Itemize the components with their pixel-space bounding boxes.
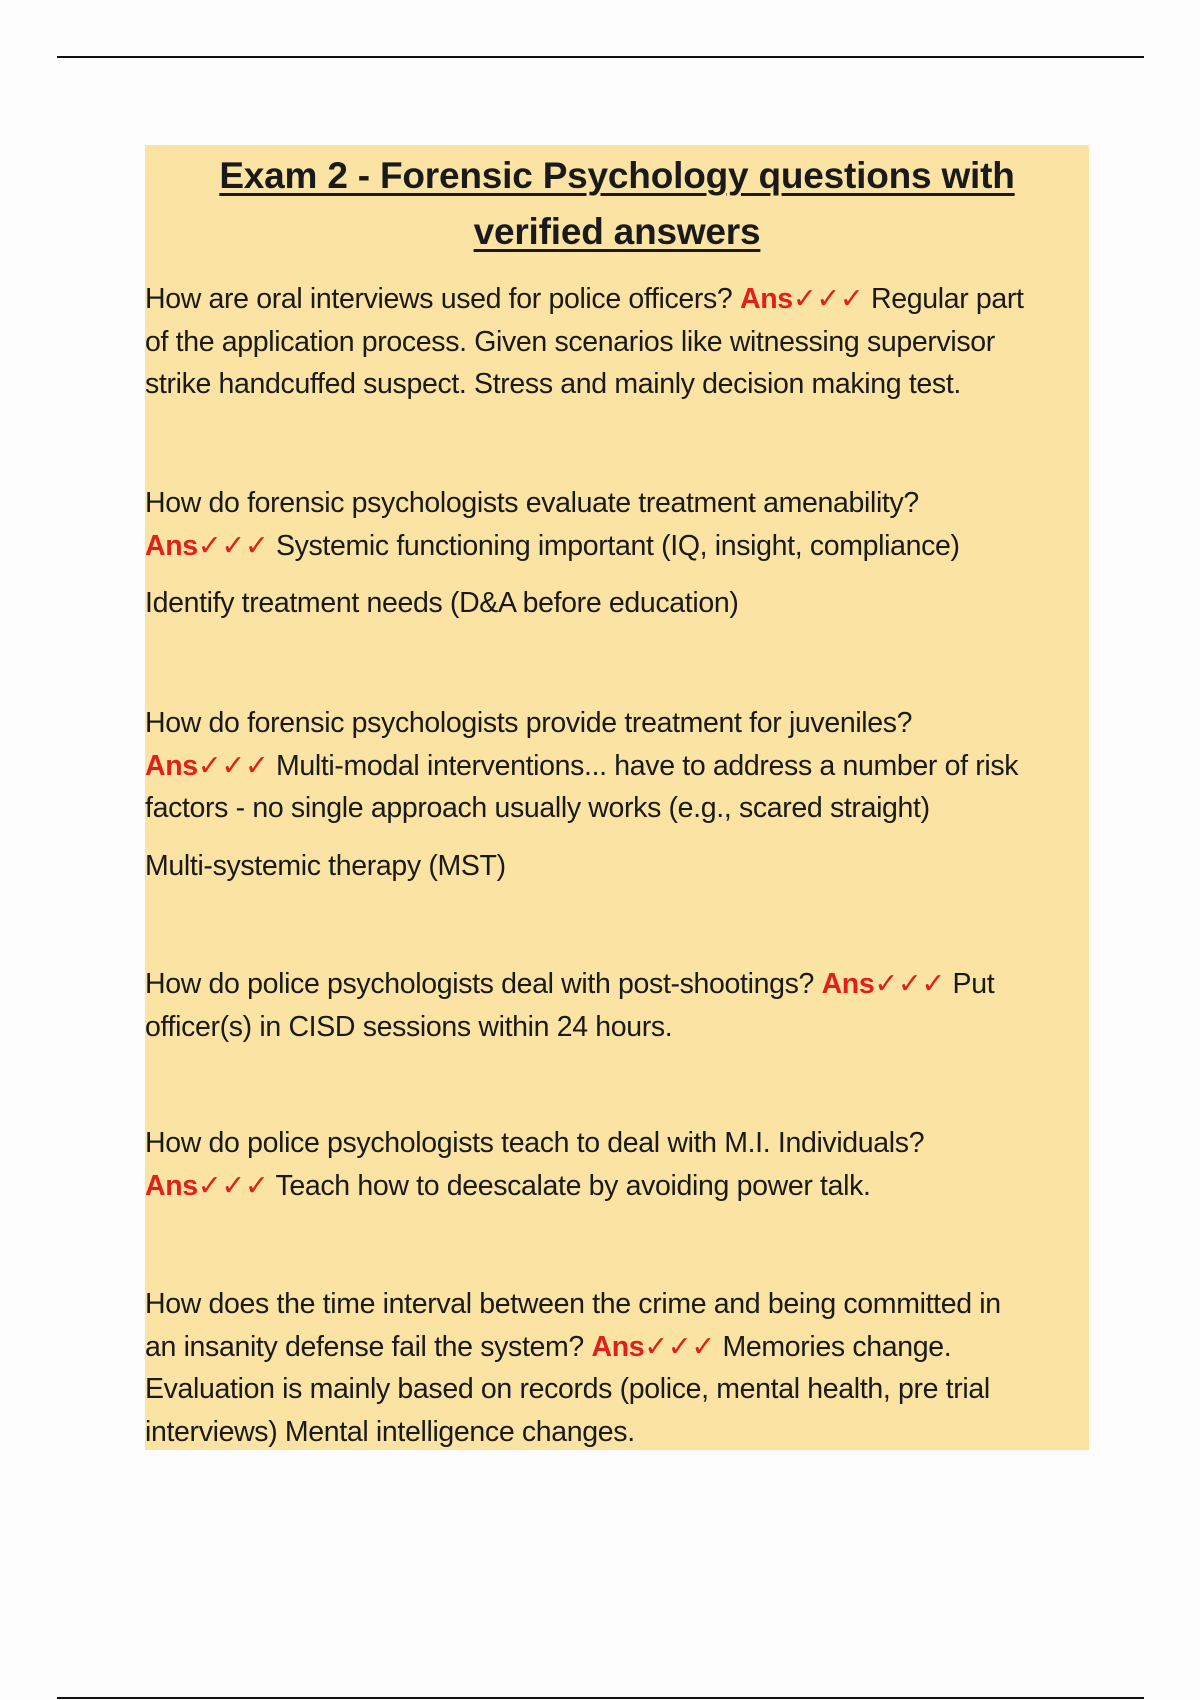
- qa-line: [145, 278, 1024, 321]
- qa-item-6: [145, 1283, 1001, 1453]
- answer-text: strike handcuffed suspect. Stress and mainly decision making test.: [145, 368, 961, 400]
- checkmark-icon: ✓✓✓: [197, 529, 269, 562]
- answer-text: Teach how to deescalate by avoiding power talk.: [275, 1169, 871, 1202]
- qa-line: [145, 963, 994, 1006]
- header-rule: [57, 56, 1144, 58]
- question-text: How do police psychologists deal with post-shootings?: [145, 968, 814, 1000]
- question-text: How do police psychologists teach to deal with M.I. Individuals?: [145, 1127, 925, 1159]
- answer-text: Put: [952, 968, 995, 1000]
- answer-label: Ans: [145, 529, 198, 562]
- answer-text: of the application process. Given scenarios like witnessing supervisor: [145, 325, 995, 358]
- answer-text: Systemic functioning important (IQ, insight, compliance): [275, 529, 960, 562]
- qa-item-4: [145, 963, 994, 1048]
- qa-panel: [145, 145, 1089, 1450]
- title-line-2: verified answers: [473, 211, 761, 252]
- checkmark-icon: ✓✓✓: [197, 749, 269, 782]
- question-text: How are oral interviews used for police officers?: [145, 283, 733, 315]
- qa-item-2: [145, 482, 960, 567]
- qa-item-5: [145, 1122, 924, 1207]
- answer-text: factors - no single approach usually works (e.g., scared straight): [145, 792, 930, 824]
- question-text: an insanity defense fail the system?: [145, 1330, 584, 1363]
- qa-line: [145, 745, 1018, 788]
- answer-text: Multi-modal interventions... have to address a number of risk: [275, 749, 1019, 782]
- title-line-1: Exam 2 - Forensic Psychology questions with: [219, 155, 1015, 196]
- qa-line: [145, 525, 960, 568]
- answer-label: Ans: [740, 283, 793, 315]
- answer-text: interviews) Mental intelligence changes.: [145, 1415, 635, 1448]
- qa-line: [145, 1326, 1001, 1369]
- question-text: How do forensic psychologists provide treatment for juveniles?: [145, 707, 913, 739]
- answer-extra-line: Identify treatment needs (D&A before education): [145, 587, 739, 619]
- checkmark-icon: ✓✓✓: [197, 1169, 269, 1202]
- answer-label: Ans: [591, 1330, 645, 1363]
- footer-rule: [57, 1697, 1144, 1699]
- answer-label: Ans: [145, 1169, 198, 1202]
- question-text: How do forensic psychologists evaluate treatment amenability?: [145, 487, 919, 519]
- answer-extra-line: Multi-systemic therapy (MST): [145, 850, 506, 882]
- question-text: How does the time interval between the crime and being committed in: [145, 1288, 1001, 1320]
- document-title: [145, 148, 1089, 260]
- checkmark-icon: ✓✓✓: [874, 968, 945, 1000]
- checkmark-icon: ✓✓✓: [644, 1330, 715, 1363]
- answer-text: Memories change.: [722, 1330, 952, 1363]
- answer-label: Ans: [145, 749, 198, 782]
- qa-line: [145, 1165, 924, 1208]
- answer-text: Regular part: [870, 283, 1024, 315]
- checkmark-icon: ✓✓✓: [792, 283, 864, 315]
- qa-item-3: [145, 702, 1018, 830]
- answer-label: Ans: [821, 968, 875, 1000]
- answer-text: officer(s) in CISD sessions within 24 hours.: [145, 1010, 673, 1043]
- qa-item-1: [145, 278, 1024, 406]
- answer-text: Evaluation is mainly based on records (police, mental health, pre trial: [145, 1373, 990, 1405]
